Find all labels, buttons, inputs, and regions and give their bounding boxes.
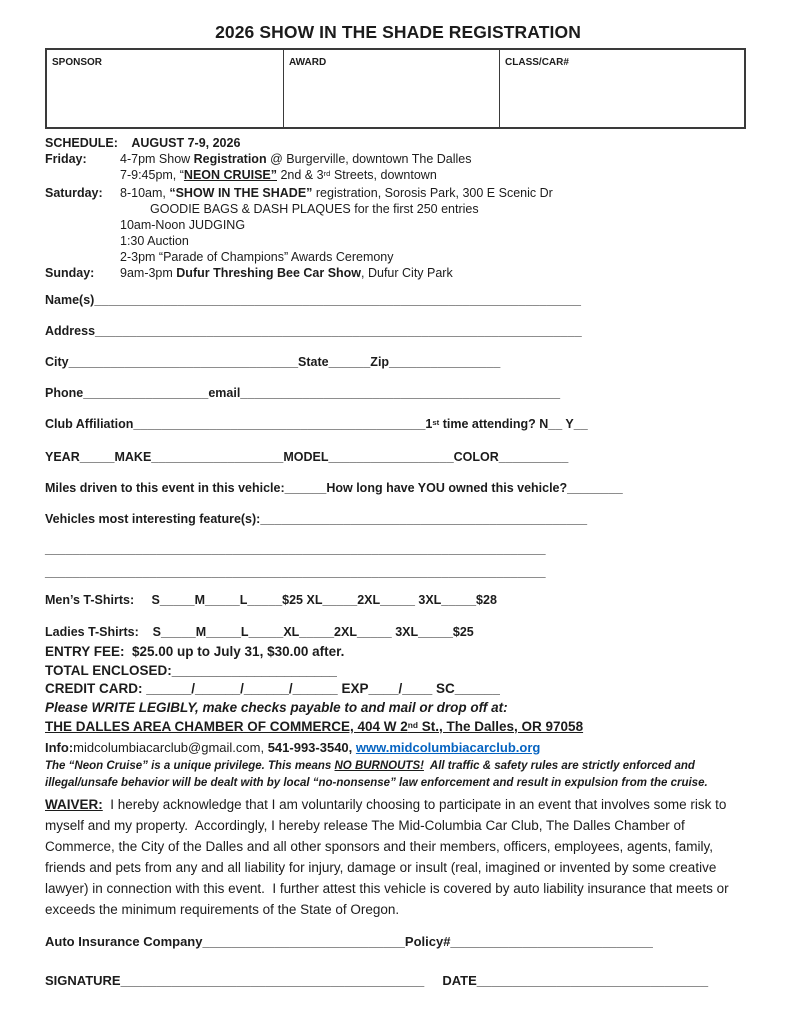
text-segment: Dufur Threshing Bee Car Show (176, 266, 362, 280)
text-segment: THE DALLES AREA CHAMBER OF COMMERCE, 404 W 2 (45, 719, 408, 734)
award-table (45, 48, 746, 129)
sponsor-label: SPONSOR (52, 57, 103, 68)
text-segment: NEON CRUISE” (183, 168, 277, 182)
day-label-blank (45, 217, 120, 233)
contact-info-line (45, 738, 751, 758)
day-label-sunday: Sunday: (45, 266, 95, 280)
day-label-blank (45, 201, 120, 217)
day-label-friday: Friday: (45, 152, 87, 166)
award-label: AWARD (288, 57, 327, 68)
chamber-address-line (45, 717, 751, 738)
no-burnouts-text: NO BURNOUTS! (334, 760, 424, 772)
text-segment: Streets, downtown (330, 168, 437, 182)
schedule-row-friday (45, 151, 751, 167)
text-segment: St., The Dalles, OR 97058 (418, 719, 584, 734)
credit-card-line: CREDIT CARD: ______/______/______/______ EXP____/____ SC______ (45, 681, 500, 696)
address-field-line: Address______________________________________________________________________ (45, 324, 582, 338)
write-legibly-note: Please WRITE LEGIBLY, make checks payable to and mail or drop off at: (45, 699, 508, 715)
class-car-cell (500, 50, 744, 127)
schedule-row-saturday (45, 185, 751, 201)
text-segment: Registration (193, 152, 267, 166)
schedule-heading: SCHEDULE: AUGUST 7-9, 2026 (45, 136, 241, 150)
day-label-blank (45, 167, 120, 185)
name-field-line: Name(s)______________________________________________________________________ (45, 293, 581, 307)
schedule-row-neon-cruise (45, 167, 751, 185)
text-segment: All traffic & safety rules are strictly enforced and illegal/unsafe behavior will be dealt with by local “no-nonsense” law enforcement and result in expulsion from the cruise. (45, 760, 708, 789)
waiver-label: WAIVER: (45, 797, 103, 812)
entry-fee-line: ENTRY FEE: $25.00 up to July 31, $30.00 after. (45, 644, 345, 659)
waiver-paragraph (45, 794, 751, 920)
ladies-tshirt-line: Ladies T-Shirts: S_____M_____L_____XL_____2XL_____ 3XL_____$25 (45, 625, 474, 639)
contact-phone: 541-993-3540, (267, 740, 356, 755)
ordinal-superscript: rd (323, 169, 331, 179)
text-segment: registration, Sorosis Park, 300 E Scenic Dr (312, 186, 553, 200)
text-segment: 7-9:45pm, “ (120, 168, 184, 182)
schedule-entry-neon-cruise (120, 167, 437, 185)
schedule-row-parade (45, 249, 751, 265)
text-segment: , Dufur City Park (361, 266, 453, 280)
schedule-section (45, 135, 751, 281)
schedule-entry-auction: 1:30 Auction (120, 234, 189, 248)
contact-email: midcolumbiacarclub@gmail.com, (73, 740, 268, 755)
website-link[interactable]: www.midcolumbiacarclub.org (355, 740, 541, 755)
day-label-blank (45, 249, 120, 265)
schedule-entry-goodie-bags: GOODIE BAGS & DASH PLAQUES for the first 250 entries (150, 202, 479, 216)
total-enclosed-line: TOTAL ENCLOSED:______________________ (45, 662, 337, 678)
day-label-saturday: Saturday: (45, 186, 103, 200)
phone-email-line: Phone__________________email______________________________________________ (45, 386, 561, 400)
ordinal-superscript: nd (407, 719, 418, 730)
schedule-row-goodie-bags (45, 201, 751, 217)
text-segment: 8-10am, (120, 186, 170, 200)
schedule-row-sunday (45, 265, 751, 281)
schedule-entry-parade: 2-3pm “Parade of Champions” Awards Ceremony (120, 250, 394, 264)
text-segment: “SHOW IN THE SHADE” (169, 186, 313, 200)
text-segment: 4-7pm Show (120, 152, 194, 166)
page-title: 2026 SHOW IN THE SHADE REGISTRATION (215, 22, 581, 42)
class-car-label: CLASS/CAR# (505, 57, 569, 68)
ordinal-superscript: st (432, 418, 440, 428)
text-segment: 9am-3pm (120, 266, 177, 280)
info-label: Info: (45, 740, 74, 755)
schedule-entry-judging: 10am-Noon JUDGING (120, 218, 246, 232)
chamber-address-text (45, 719, 583, 734)
signature-date-line: SIGNATURE__________________________________________ DATE________________________________ (45, 973, 709, 988)
cruise-notice (45, 758, 751, 791)
schedule-entry-sunday (120, 265, 453, 281)
day-label-blank (45, 233, 120, 249)
text-segment: @ Burgerville, downtown The Dalles (266, 152, 472, 166)
mens-tshirt-line: Men’s T-Shirts: S_____M_____L_____$25 XL_____2XL_____ 3XL_____$28 (45, 593, 497, 607)
sponsor-cell (47, 50, 284, 127)
text-segment: The “Neon Cruise” is a unique privilege. This means (45, 760, 335, 772)
schedule-row-auction (45, 233, 751, 249)
schedule-entry-friday (120, 151, 472, 167)
schedule-row-judging (45, 217, 751, 233)
waiver-text: I hereby acknowledge that I am voluntarily choosing to participate in an event that involves some risk to myself and my property. Accordingly, I hereby release The Mid-Columbia Car Club, The Dalles Chamber of Commerce, the City of the Dalles and all other sponsors and their members, officers, employees, agents, family, friends and pets from any and all liability for injury, damage or insult (real, imagined or invented by some creative lawyer) in connection with this event. I further attest this vehicle is covered by auto liability insurance that meets or exceeds the minimum requirements of the State of Oregon. (45, 797, 733, 917)
award-cell (284, 50, 500, 127)
miles-driven-line: Miles driven to this event in this vehicle:______How long have YOU owned this vehicle?________ (45, 481, 623, 495)
interesting-features-line: Vehicles most interesting feature(s):_______________________________________________ (45, 512, 588, 526)
text-segment: time attending? N__ Y__ (439, 417, 588, 431)
year-make-model-color-line: YEAR_____MAKE___________________MODEL__________________COLOR__________ (45, 450, 569, 464)
city-state-zip-line: City_________________________________State______Zip________________ (45, 355, 501, 369)
text-segment: Club Affiliation__________________________________________1 (45, 417, 433, 431)
features-extra-line-2: ________________________________________________________________________ (45, 565, 546, 579)
features-extra-line-1: ________________________________________________________________________ (45, 542, 546, 556)
insurance-policy-line: Auto Insurance Company____________________________Policy#____________________________ (45, 934, 653, 949)
text-segment: 2nd & 3 (277, 168, 324, 182)
schedule-entry-saturday (120, 185, 553, 201)
club-affiliation-line (45, 417, 751, 433)
